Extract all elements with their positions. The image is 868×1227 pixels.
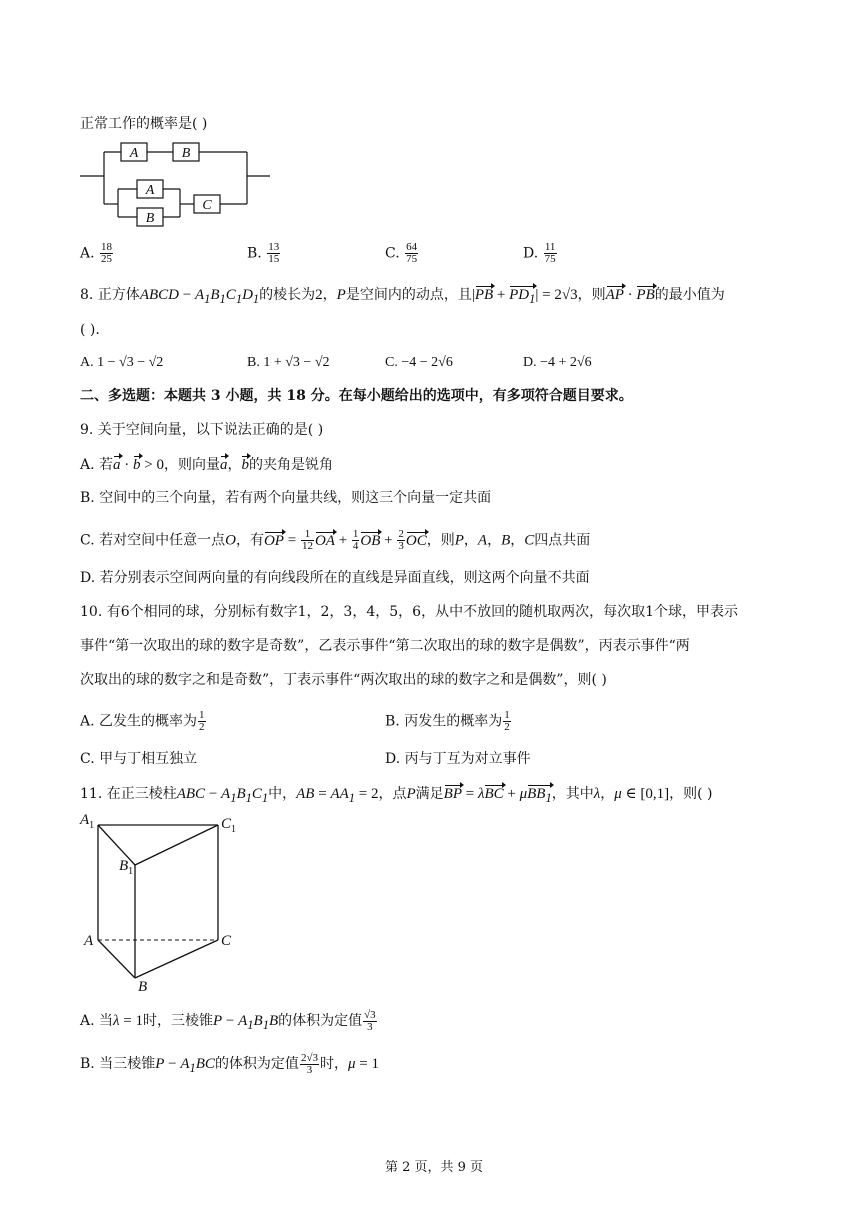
q7-option-a: A. $\frac{18}{25}$ — [80, 241, 113, 265]
q10-stem-line1: 10. 有6个相同的球，分别标有数字1，2，3，4，5，6，从中不放回的随机取两次，每次取1个球，甲表示 — [80, 604, 738, 620]
q9-stem: 9. 关于空间向量，以下说法正确的是( ) — [80, 422, 324, 438]
q11-stem: 11. 在正三棱柱ABC − $A_1B_1C_1$中，AB = $AA_1 = 2$，点P满足BP = λBC + μBB$_1$，其中λ，μ ∈ [0,1]，则( ) — [80, 784, 712, 808]
circuit-label-c: C — [202, 198, 212, 213]
circuit-label-a-bottom: A — [145, 183, 155, 198]
q9-option-c: C. 若对空间中任意一点O，有OP = $\frac{1}{12}$ OA + $\frac{1}{4}$ OB + $\frac{2}{3}$ OC，则P，A，B，C四点共面 — [80, 528, 591, 552]
circuit-label-a-top: A — [129, 146, 139, 161]
q8-paren: ( ). — [80, 322, 100, 338]
q7-circuit-diagram — [80, 138, 275, 230]
q10-option-b: B. 丙发生的概率为 $\frac{1}{2}$ — [385, 709, 510, 733]
page-footer: 第 2 页，共 9 页 — [384, 1160, 484, 1175]
vertex-b1-label: $B_1$ — [119, 858, 134, 877]
q8-option-b: B. 1 + √3 − √2 — [247, 355, 330, 370]
q10-stem-line3: 次取出的球的数字之和是奇数”，丁表示事件“两次取出的球的数字之和是偶数”，则( ) — [80, 672, 607, 688]
q11-option-a: A. 当λ = 1时，三棱锥$P - A_1B_1B$的体积为定值 $\frac{√3}{3}$ — [80, 1008, 376, 1033]
q10-stem-line2: 事件“第一次取出的球的数字是奇数”，乙表示事件“第二次取出的球的数字是偶数”，丙表示事件“两 — [80, 638, 690, 654]
q7-option-d: D. $\frac{11}{75}$ — [523, 241, 556, 265]
q7-stem-tail: 正常工作的概率是( ) — [80, 116, 208, 132]
q8-option-a: A. 1 − √3 − √2 — [80, 355, 164, 370]
q10-option-a: A. 乙发生的概率为 $\frac{1}{2}$ — [80, 709, 205, 733]
q9-option-b: B. 空间中的三个向量，若有两个向量共线，则这三个向量一定共面 — [80, 490, 492, 506]
q8-option-d: D. −4 + 2√6 — [523, 355, 592, 370]
q11-prism-diagram — [78, 808, 248, 998]
section-heading-multi-choice: 二、多选题：本题共 3 小题，共 18 分。在每小题给出的选项中，有多项符合题目要求。 — [80, 388, 633, 404]
q10-option-c: C. 甲与丁相互独立 — [80, 751, 198, 767]
circuit-label-b-top: B — [181, 146, 191, 161]
vertex-b-label: B — [138, 979, 148, 995]
q7-option-b: B. $\frac{13}{15}$ — [247, 241, 280, 265]
vertex-a-label: A — [84, 933, 94, 949]
q8-stem: 8. 正方体ABCD − $A_1B_1C_1D_1$的棱长为2，P是空间内的动点，且$|PB + PD_1| = 2√3$，则AP · PB的最小值为 — [80, 285, 725, 309]
q10-option-d: D. 丙与丁互为对立事件 — [385, 751, 531, 767]
q11-option-b: B. 当三棱锥$P - A_1BC$的体积为定值 $\frac{2√3}{3}$ 时，μ = 1 — [80, 1051, 379, 1076]
q7-option-c: C. $\frac{64}{75}$ — [385, 241, 418, 265]
vertex-c1-label: $C_1$ — [221, 816, 237, 835]
q8-option-c: C. −4 − 2√6 — [385, 355, 453, 370]
vertex-a1-label: $A_1$ — [80, 812, 95, 831]
q9-option-d: D. 若分别表示空间两向量的有向线段所在的直线是异面直线，则这两个向量不共面 — [80, 570, 590, 586]
q9-option-a: A. 若a · b > 0，则向量a，b的夹角是锐角 — [80, 457, 333, 473]
vertex-c-label: C — [221, 933, 232, 949]
circuit-label-b-bottom: B — [145, 211, 155, 226]
